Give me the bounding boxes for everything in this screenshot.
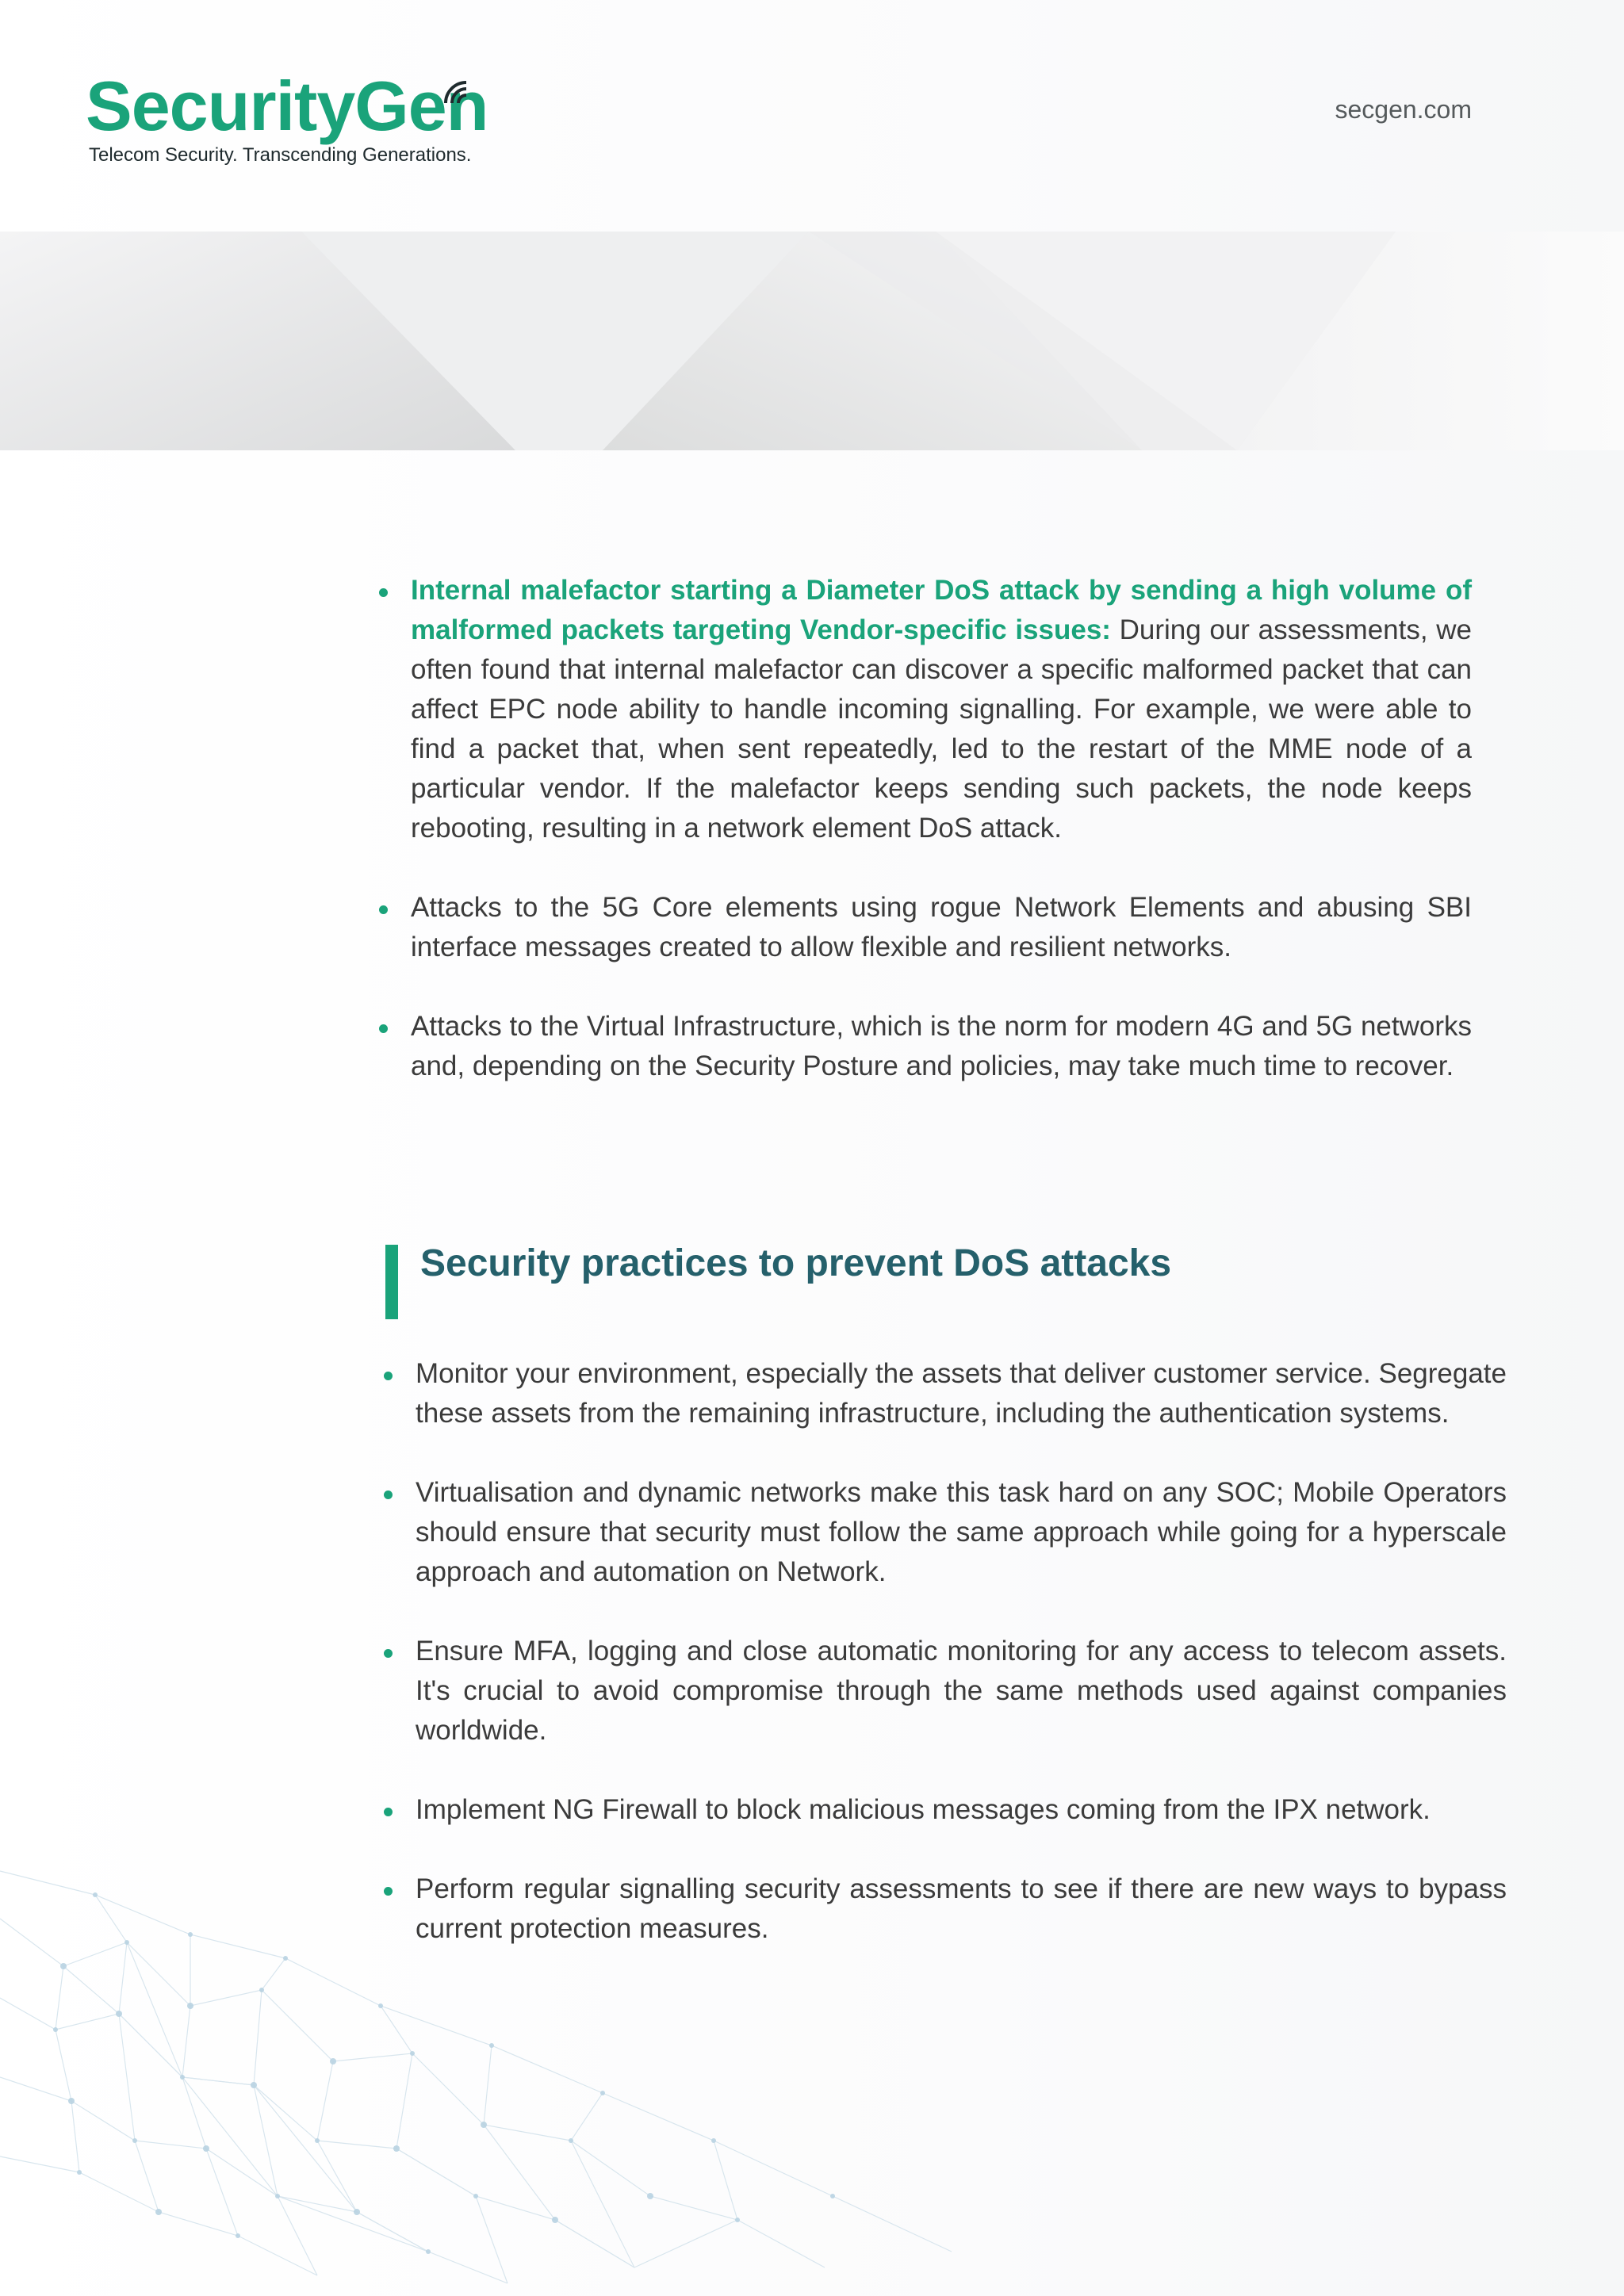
list-item-lead: Internal malefactor starting a Diameter DoS attack by sending a high volume of malformed packets targeting Vendor-specific issues: [411, 575, 1472, 645]
list-item-text: Attacks to the 5G Core elements using rogue Network Elements and abusing SBI interface messages created to allow flexible and resilient networks. [411, 892, 1472, 962]
threat-list [373, 571, 1472, 1086]
list-item [373, 888, 1472, 967]
signal-icon [441, 76, 488, 124]
threat-list-section [373, 571, 1472, 1126]
network-mesh-decoration [0, 1823, 952, 2296]
banner-geometric-pattern [0, 232, 1624, 450]
list-item-text: During our assessments, we often found that internal malefactor can discover a specific malformed packet that can affect EPC node ability to handle incoming signalling. For example, we were able to find a packet that, when sent repeatedly, led to the restart of the MME node of a particular vendor. If the malefactor keeps sending such packets, the node keeps rebooting, resulting in a network element DoS attack. [411, 614, 1472, 844]
bullet-icon [384, 1372, 393, 1380]
securitygen-logo [86, 68, 488, 166]
list-item [373, 1007, 1472, 1086]
list-item [377, 1473, 1507, 1592]
bullet-icon [379, 905, 388, 914]
logo-wordmark: SecurityGen [86, 67, 488, 145]
list-item [377, 1632, 1507, 1751]
list-item [377, 1354, 1507, 1433]
section-title: Security practices to prevent DoS attacks [420, 1242, 1172, 1284]
bullet-icon [379, 588, 388, 597]
list-item-text: Perform regular signalling security assessments to see if there are new ways to bypass current protection measures. [416, 1873, 1507, 1944]
bullet-icon [384, 1649, 393, 1658]
list-item [373, 571, 1472, 848]
bullet-icon [384, 1808, 393, 1816]
heading-accent-bar [385, 1245, 398, 1319]
bullet-icon [379, 1024, 388, 1033]
bullet-icon [384, 1490, 393, 1499]
list-item-text: Implement NG Firewall to block malicious messages coming from the IPX network. [416, 1794, 1431, 1825]
logo-tagline: Telecom Security. Transcending Generations. [89, 144, 472, 166]
website-link[interactable]: secgen.com [1335, 95, 1472, 124]
header-banner [0, 232, 1624, 450]
list-item-text: Ensure MFA, logging and close automatic monitoring for any access to telecom assets. It's crucial to avoid compromise through the same methods used against companies worldwide. [416, 1636, 1507, 1746]
list-item-text: Attacks to the Virtual Infrastructure, which is the norm for modern 4G and 5G networks and, depending on the Security Posture and policies, may take much time to recover. [411, 1011, 1472, 1081]
list-item-text: Virtualisation and dynamic networks make this task hard on any SOC; Mobile Operators should ensure that security must follow the same approach while going for a hyperscale approach and automation on Network. [416, 1477, 1507, 1587]
list-item-text: Monitor your environment, especially the assets that deliver customer service. Segregate these assets from the remaining infrastructure, including the authentication systems. [416, 1358, 1507, 1429]
